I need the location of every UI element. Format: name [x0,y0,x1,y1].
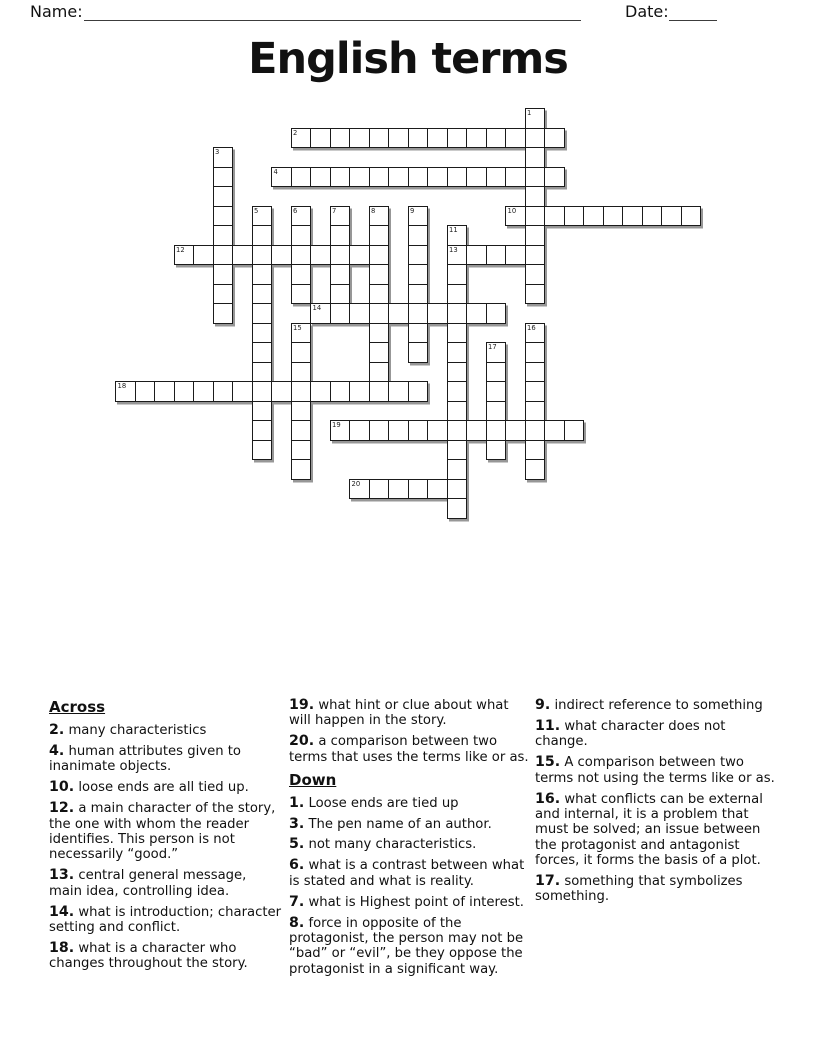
grid-cell [330,264,351,285]
name-blank-line [84,1,581,21]
grid-cell [447,225,468,246]
grid-cell [525,401,546,422]
grid-cell [291,225,312,246]
word-number: 12 [176,245,185,254]
grid-cell [213,225,234,246]
clue-number: 20. [289,733,315,750]
clue-number: 14. [49,903,75,920]
grid-cell [447,362,468,383]
grid-cell [388,381,409,402]
grid-cell [427,167,448,188]
grid-cell [213,206,234,227]
grid-cell [681,206,702,227]
grid-cell [408,323,429,344]
grid-cell [447,498,468,519]
clue-number: 12. [49,800,75,817]
grid-cell [525,420,546,441]
grid-cell [447,381,468,402]
grid-cell [408,342,429,363]
grid-cell [486,167,507,188]
grid-cell [252,264,273,285]
clue-item: 6. what is a contrast between what is stated and what is reality. [289,857,525,889]
clue-number: 15. [535,754,561,771]
grid-cell [447,459,468,480]
grid-cell [291,381,312,402]
name-label: Name: [30,2,83,21]
clue-number: 4. [49,742,65,759]
grid-cell [447,323,468,344]
grid-cell [486,381,507,402]
word-number: 8 [371,206,376,215]
clue-item: 17. something that symbolizes something. [535,873,743,905]
clue-section [49,698,781,983]
grid-cell [369,225,390,246]
word-number: 6 [293,206,298,215]
grid-cell [525,459,546,480]
word-number: 16 [527,323,536,332]
word-number: 1 [527,109,532,117]
clue-item: 14. what is introduction; character setting and conflict. [49,903,282,935]
grid-cell [330,245,351,266]
clue-number: 17. [535,873,561,890]
grid-cell [466,245,487,266]
grid-cell [252,401,273,422]
grid-cell [369,264,390,285]
grid-cell [349,303,370,324]
clue-item: 4. human attributes given to inanimate objects. [49,742,241,775]
grid-cell [369,128,390,149]
word-number: 5 [254,206,259,215]
clue-number: 16. [535,790,561,807]
word-number: 13 [449,245,458,254]
grid-cell [447,342,468,363]
word-number: 10 [507,206,517,215]
clue-column [535,698,781,983]
word-number: 3 [215,148,220,156]
grid-cell [291,284,312,305]
grid-cell [447,420,468,441]
grid-cell [369,479,390,500]
grid-cell [525,362,546,383]
clue-number: 1. [289,794,305,811]
grid-cell [349,245,370,266]
word-number: 4 [273,167,278,176]
word-number: 19 [332,421,341,429]
grid-cell [544,206,565,227]
clue-item: 18. what is a character who changes throughout the story. [49,939,248,972]
grid-cell [291,206,312,227]
grid-cell [525,108,546,129]
grid-cell [252,284,273,305]
grid-cell [525,264,546,285]
grid-cell [369,323,390,344]
grid-cell [466,167,487,188]
grid-cell [369,245,390,266]
grid-cell [174,381,195,402]
grid-cell [330,381,351,402]
grid-cell [388,167,409,188]
grid-cell [271,245,292,266]
grid-cell [310,128,331,149]
grid-cell [291,342,312,363]
grid-cell [525,440,546,461]
grid-cell [466,420,487,441]
clue-number: 10. [49,779,75,796]
grid-cell [369,420,390,441]
clue-number: 5. [289,836,305,853]
grid-cell [330,206,351,227]
grid-cell [408,128,429,149]
grid-cell [447,264,468,285]
grid-cell [564,420,585,441]
grid-cell [642,206,663,227]
grid-cell [486,401,507,422]
grid-cell [213,167,234,188]
grid-cell [388,303,409,324]
grid-cell [525,186,546,207]
grid-cell [427,420,448,441]
clue-item: 19. what hint or clue about what will happen in the story. [289,697,509,729]
word-number: 18 [117,382,127,390]
grid-cell [271,381,292,402]
grid-cell [252,206,273,227]
grid-cell [564,206,585,227]
grid-cell [349,167,370,188]
grid-cell [544,167,565,188]
word-number: 15 [293,323,302,332]
grid-cell [193,381,214,402]
page-title: English terms [248,34,568,84]
grid-cell [505,206,526,227]
grid-cell [388,479,409,500]
grid-cell [486,342,507,363]
grid-cell [525,245,546,266]
grid-cell [330,225,351,246]
grid-cell [427,128,448,149]
clue-number: 6. [289,857,305,874]
grid-cell [213,245,234,266]
grid-cell [408,284,429,305]
clue-item: 20. a comparison between two terms that uses the terms like or as. [289,733,529,765]
word-number: 2 [293,128,298,137]
grid-cell [369,284,390,305]
grid-cell [544,420,565,441]
grid-cell [544,128,565,149]
clue-column [289,698,529,983]
clue-item: 13. central general message, main idea, controlling idea. [49,867,247,899]
grid-cell [252,245,273,266]
grid-cell [525,206,546,227]
clue-column [49,698,283,983]
grid-cell [603,206,624,227]
grid-cell [349,420,370,441]
grid-cell [291,459,312,480]
grid-cell [408,420,429,441]
clue-item: 8. force in opposite of the protagonist, the person may not be “bad” or “evil”, be they oppose the protagonist in a significant way. [289,914,524,977]
grid-cell [408,381,429,402]
clue-item: 10. loose ends are all tied up. [49,779,249,796]
clue-item: 12. a main character of the story, the one with whom the reader identifies. This person is not necessarily “good.” [49,800,276,863]
grid-cell [252,381,273,402]
grid-cell [291,440,312,461]
grid-cell [213,264,234,285]
grid-cell [388,128,409,149]
grid-cell [447,479,468,500]
grid-cell [252,225,273,246]
grid-cell [310,303,331,324]
grid-cell [447,284,468,305]
grid-cell [525,284,546,305]
clue-item: 11. what character does not change. [535,717,726,750]
grid-cell [466,128,487,149]
grid-cell [349,128,370,149]
grid-cell [310,381,331,402]
grid-cell [525,128,546,149]
grid-cell [408,264,429,285]
grid-cell [486,303,507,324]
grid-cell [291,323,312,344]
grid-cell [330,167,351,188]
grid-cell [271,167,292,188]
grid-cell [525,323,546,344]
grid-cell [486,440,507,461]
grid-cell [291,401,312,422]
grid-cell [427,479,448,500]
grid-cell [369,362,390,383]
grid-cell [135,381,156,402]
grid-cell [291,420,312,441]
grid-cell [408,303,429,324]
grid-cell [447,128,468,149]
grid-cell [213,186,234,207]
grid-cell [213,381,234,402]
clue-item: 9. indirect reference to something [535,697,763,713]
grid-cell [213,303,234,324]
grid-cell [252,362,273,383]
grid-cell [252,420,273,441]
grid-cell [310,167,331,188]
grid-cell [661,206,682,227]
clue-item: 5. not many characteristics. [289,836,477,853]
clue-number: 13. [49,867,75,884]
grid-cell [447,401,468,422]
grid-cell [369,342,390,363]
clue-number: 18. [49,939,75,956]
date-label: Date: [625,2,669,21]
clue-list-header: Across [49,698,106,716]
clue-list-header: Down [289,770,337,789]
grid-cell [486,362,507,383]
clue-number: 9. [535,697,551,713]
grid-cell [252,323,273,344]
grid-cell [408,167,429,188]
grid-cell [525,225,546,246]
clue-number: 19. [289,697,315,713]
grid-cell [115,381,136,402]
clue-item: 16. what conflicts can be external and internal, it is a problem that must be solved; an issue between the protagonist and antagonist forces, it forms the basis of a plot. [535,790,763,869]
grid-cell [447,303,468,324]
grid-cell [291,362,312,383]
grid-cell [447,245,468,266]
word-number: 7 [332,206,337,215]
grid-cell [369,303,390,324]
clue-number: 2. [49,722,65,738]
clue-number: 11. [535,717,561,734]
grid-cell [505,167,526,188]
grid-cell [505,128,526,149]
grid-cell [369,381,390,402]
clue-number: 3. [289,815,305,832]
grid-cell [232,381,253,402]
grid-cell [466,303,487,324]
word-number: 9 [410,206,415,215]
grid-cell [369,206,390,227]
grid-cell [408,225,429,246]
grid-cell [213,284,234,305]
grid-cell [252,440,273,461]
grid-cell [525,342,546,363]
word-number: 17 [488,343,497,351]
grid-cell [427,303,448,324]
grid-cell [174,245,195,266]
grid-cell [291,167,312,188]
grid-cell [193,245,214,266]
grid-cell [622,206,643,227]
clue-number: 8. [289,914,305,931]
grid-cell [525,381,546,402]
grid-cell [505,245,526,266]
grid-cell [486,245,507,266]
grid-cell [232,245,253,266]
grid-cell [252,342,273,363]
date-blank-line [669,1,717,21]
clue-item: 15. A comparison between two terms not using the terms like or as. [535,754,775,786]
grid-cell [330,128,351,149]
clue-item: 2. many characteristics [49,722,207,738]
clue-item: 1. Loose ends are tied up [289,794,459,811]
grid-cell [388,420,409,441]
grid-cell [213,147,234,168]
grid-cell [330,303,351,324]
grid-cell [252,303,273,324]
clue-item: 3. The pen name of an author. [289,815,492,832]
word-number: 20 [351,479,361,488]
grid-cell [330,420,351,441]
grid-cell [408,479,429,500]
grid-cell [447,440,468,461]
crossword-grid [115,108,701,519]
grid-cell [154,381,175,402]
grid-cell [408,206,429,227]
grid-cell [291,264,312,285]
grid-cell [525,167,546,188]
grid-cell [408,245,429,266]
grid-cell [349,479,370,500]
clue-number: 7. [289,893,305,910]
grid-cell [583,206,604,227]
grid-cell [447,167,468,188]
grid-cell [525,147,546,168]
grid-cell [486,128,507,149]
grid-cell [349,381,370,402]
word-number: 14 [312,304,322,312]
grid-cell [291,128,312,149]
grid-cell [291,245,312,266]
grid-cell [486,420,507,441]
clue-item: 7. what is Highest point of interest. [289,893,524,910]
grid-cell [505,420,526,441]
grid-cell [330,284,351,305]
grid-cell [369,167,390,188]
word-number: 11 [449,226,458,234]
grid-cell [310,245,331,266]
